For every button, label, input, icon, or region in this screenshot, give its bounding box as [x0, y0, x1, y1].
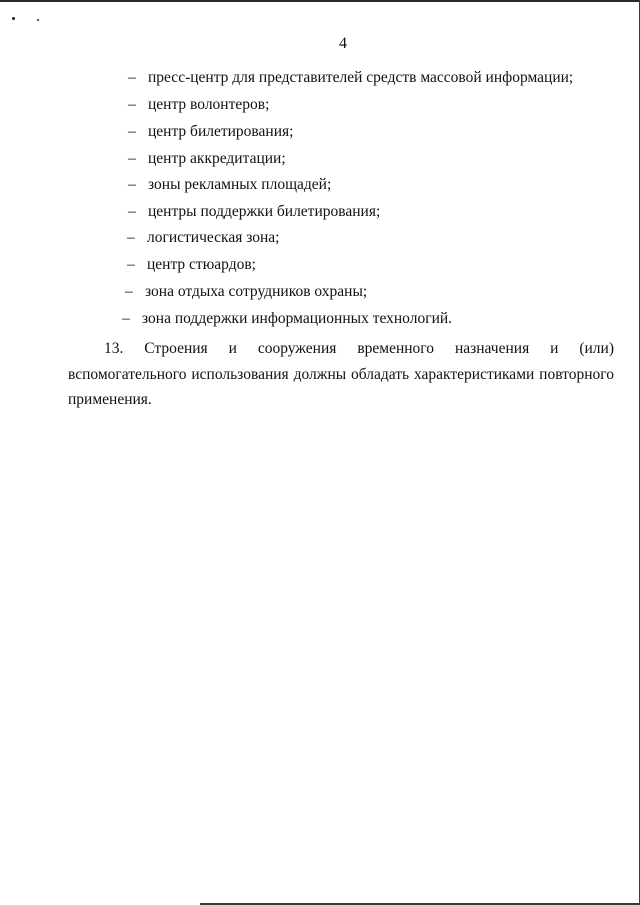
list-item-text: зона поддержки информационных технологий. [142, 310, 453, 327]
list-item-text: зона отдыха сотрудников охраны; [145, 283, 368, 300]
paragraph-word: вспомогательного [68, 365, 187, 383]
list-dash: – [128, 69, 136, 86]
list-dash: – [125, 283, 133, 300]
paragraph-word: повторного [539, 365, 614, 383]
paragraph-line [68, 362, 614, 388]
list-dash: – [127, 256, 135, 273]
list-item [128, 96, 269, 114]
paragraph-word: Строения [144, 340, 208, 357]
list-item-text: центр волонтеров; [148, 96, 270, 113]
list-dash: – [128, 150, 136, 167]
page-number: 4 [339, 35, 347, 52]
paragraph-word: (или) [579, 340, 614, 357]
list-item-text: пресс-центр для представителей средств массовой информации; [148, 69, 574, 86]
paragraph-word: назначения [454, 340, 530, 357]
list-item [127, 256, 256, 274]
list-dash: – [128, 176, 136, 193]
paragraph-word: и [228, 340, 237, 357]
paragraph-line [68, 387, 614, 413]
paragraph-word: обладать [351, 365, 410, 383]
paragraph-word: должны [293, 365, 347, 383]
scan-speck [12, 17, 15, 20]
list-item-text: центры поддержки билетирования; [148, 203, 381, 220]
list-dash: – [128, 203, 136, 220]
list-dash: – [128, 96, 136, 113]
scan-speck [37, 19, 39, 21]
list-dash: – [122, 310, 130, 327]
paragraph-word: характеристиками [413, 365, 535, 383]
list-item-text: зоны рекламных площадей; [148, 176, 332, 193]
list-item [125, 283, 367, 301]
scan-edge-top [0, 0, 640, 2]
list-item-text: центр билетирования; [148, 123, 294, 140]
paragraph-word: временного [357, 340, 435, 357]
paragraph-number: 13. [104, 340, 124, 357]
list-item [128, 150, 286, 168]
list-dash: – [128, 123, 136, 140]
paragraph-word: сооружения [257, 340, 337, 357]
paragraph-13 [68, 336, 614, 413]
list-item [128, 176, 331, 194]
list-item-text: логистическая зона; [147, 229, 280, 246]
list-item [128, 69, 573, 87]
paragraph-word: применения. [68, 391, 152, 408]
paragraph-line [96, 336, 614, 362]
list-item [128, 203, 380, 221]
paragraph-word: использования [191, 365, 289, 383]
list-item [128, 123, 293, 141]
list-item-text: центр стюардов; [147, 256, 256, 273]
list-item-text: центр аккредитации; [148, 150, 286, 167]
paragraph-word: и [550, 340, 559, 357]
list-dash: – [127, 229, 135, 246]
list-item [122, 310, 452, 328]
list-item [127, 229, 279, 247]
